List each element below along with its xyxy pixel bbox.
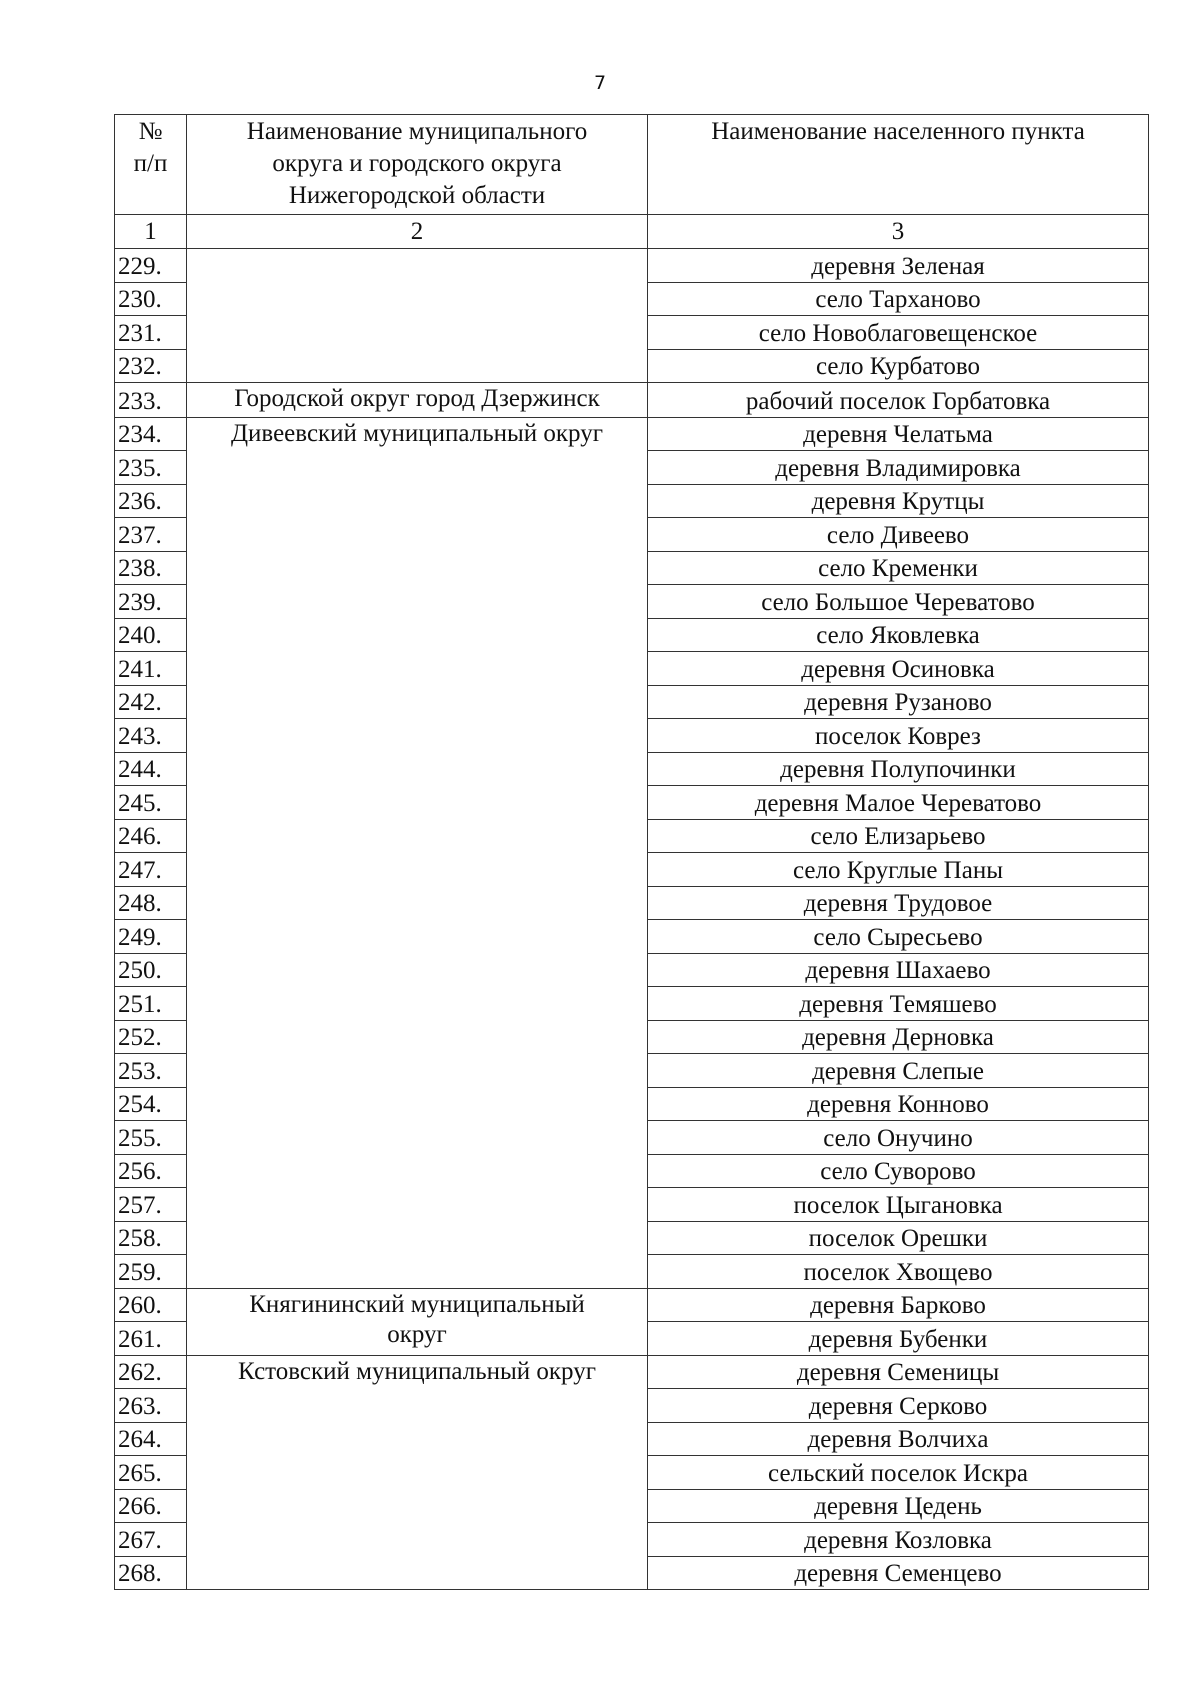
settlement-name: деревня Владимировка [648, 451, 1149, 485]
row-number: 266. [115, 1489, 187, 1523]
district-name-line: Княгининский муниципальный [249, 1290, 585, 1318]
row-number: 264. [115, 1422, 187, 1456]
row-number: 248. [115, 886, 187, 920]
settlement-name: село Яковлевка [648, 618, 1149, 652]
row-number: 235. [115, 451, 187, 485]
settlement-name: поселок Хвощево [648, 1255, 1149, 1289]
settlement-name: деревня Трудовое [648, 886, 1149, 920]
district-name [187, 1288, 648, 1355]
settlement-name: деревня Бубенки [648, 1322, 1149, 1356]
row-number: 244. [115, 752, 187, 786]
row-number: 260. [115, 1288, 187, 1322]
settlement-name: деревня Дерновка [648, 1020, 1149, 1054]
settlement-name: село Курбатово [648, 349, 1149, 383]
settlement-name: деревня Слепые [648, 1054, 1149, 1088]
header-settlement: Наименование населенного пункта [648, 115, 1149, 215]
row-number: 233. [115, 383, 187, 418]
settlement-name: село Новоблаговещенское [648, 316, 1149, 350]
settlement-name: деревня Рузаново [648, 685, 1149, 719]
settlement-name: деревня Челатьма [648, 417, 1149, 451]
row-number: 254. [115, 1087, 187, 1121]
district-name [187, 417, 648, 1288]
row-number: 250. [115, 953, 187, 987]
settlement-name: деревня Барково [648, 1288, 1149, 1322]
table-row [115, 383, 1149, 418]
row-number: 229. [115, 249, 187, 283]
settlement-name: поселок Орешки [648, 1221, 1149, 1255]
row-number: 259. [115, 1255, 187, 1289]
settlement-name: деревня Крутцы [648, 484, 1149, 518]
table-header-row [115, 115, 1149, 215]
settlement-name: село Елизарьево [648, 819, 1149, 853]
column-number: 1 [115, 215, 187, 249]
settlements-table [114, 114, 1149, 1590]
row-number: 261. [115, 1322, 187, 1356]
settlement-name: деревня Полупочинки [648, 752, 1149, 786]
district-name-line: Дивеевский муниципальный округ [231, 419, 603, 447]
header-number-line: № [138, 118, 163, 145]
row-number: 246. [115, 819, 187, 853]
row-number: 245. [115, 786, 187, 820]
settlement-name: сельский поселок Искра [648, 1456, 1149, 1490]
table-row [115, 249, 1149, 283]
settlement-name: село Дивеево [648, 518, 1149, 552]
header-number-line: п/п [133, 150, 168, 177]
row-number: 240. [115, 618, 187, 652]
page-number: 7 [593, 72, 607, 94]
settlement-name: деревня Цедень [648, 1489, 1149, 1523]
row-number: 256. [115, 1154, 187, 1188]
table-row [115, 1288, 1149, 1322]
table-row [115, 1355, 1149, 1389]
row-number: 252. [115, 1020, 187, 1054]
row-number: 239. [115, 585, 187, 619]
row-number: 231. [115, 316, 187, 350]
settlement-name: село Круглые Паны [648, 853, 1149, 887]
settlement-name: деревня Конново [648, 1087, 1149, 1121]
settlement-name: деревня Козловка [648, 1523, 1149, 1557]
row-number: 241. [115, 652, 187, 686]
row-number: 255. [115, 1121, 187, 1155]
column-numbers-row [115, 215, 1149, 249]
settlement-name: село Онучино [648, 1121, 1149, 1155]
settlement-name: поселок Коврез [648, 719, 1149, 753]
settlement-name: деревня Семенцево [648, 1556, 1149, 1590]
row-number: 237. [115, 518, 187, 552]
row-number: 236. [115, 484, 187, 518]
settlement-name: деревня Семеницы [648, 1355, 1149, 1389]
settlement-name: поселок Цыгановка [648, 1188, 1149, 1222]
settlement-name: деревня Серково [648, 1389, 1149, 1423]
row-number: 251. [115, 987, 187, 1021]
row-number: 238. [115, 551, 187, 585]
row-number: 257. [115, 1188, 187, 1222]
settlement-name: деревня Темяшево [648, 987, 1149, 1021]
header-district-line: округа и городского округа [272, 150, 562, 177]
settlement-name: село Суворово [648, 1154, 1149, 1188]
row-number: 247. [115, 853, 187, 887]
header-district-line: Нижегородской области [288, 182, 546, 209]
settlement-name: деревня Зеленая [648, 249, 1149, 283]
table-body [115, 249, 1149, 1590]
header-district [187, 115, 648, 215]
district-name [187, 1355, 648, 1590]
row-number: 263. [115, 1389, 187, 1423]
settlement-name: село Тарханово [648, 282, 1149, 316]
row-number: 232. [115, 349, 187, 383]
row-number: 243. [115, 719, 187, 753]
district-name-line: Городской округ город Дзержинск [234, 385, 600, 412]
row-number: 268. [115, 1556, 187, 1590]
row-number: 242. [115, 685, 187, 719]
row-number: 234. [115, 417, 187, 451]
district-name [187, 383, 648, 418]
row-number: 249. [115, 920, 187, 954]
row-number: 230. [115, 282, 187, 316]
settlement-name: рабочий поселок Горбатовка [648, 383, 1149, 418]
settlement-name: деревня Осиновка [648, 652, 1149, 686]
row-number: 253. [115, 1054, 187, 1088]
row-number: 262. [115, 1355, 187, 1389]
settlement-name: деревня Шахаево [648, 953, 1149, 987]
row-number: 258. [115, 1221, 187, 1255]
row-number: 267. [115, 1523, 187, 1557]
district-name-line: Кстовский муниципальный округ [238, 1357, 596, 1385]
table-row [115, 417, 1149, 451]
settlement-name: село Кременки [648, 551, 1149, 585]
settlement-name: деревня Волчиха [648, 1422, 1149, 1456]
column-number: 2 [187, 215, 648, 249]
header-number [115, 115, 187, 215]
column-number: 3 [648, 215, 1149, 249]
row-number: 265. [115, 1456, 187, 1490]
settlement-name: село Большое Череватово [648, 585, 1149, 619]
settlement-name: деревня Малое Череватово [648, 786, 1149, 820]
district-name [187, 249, 648, 383]
header-district-line: Наименование муниципального [246, 118, 588, 145]
district-name-line: округ [387, 1320, 447, 1348]
settlement-name: село Сыресьево [648, 920, 1149, 954]
